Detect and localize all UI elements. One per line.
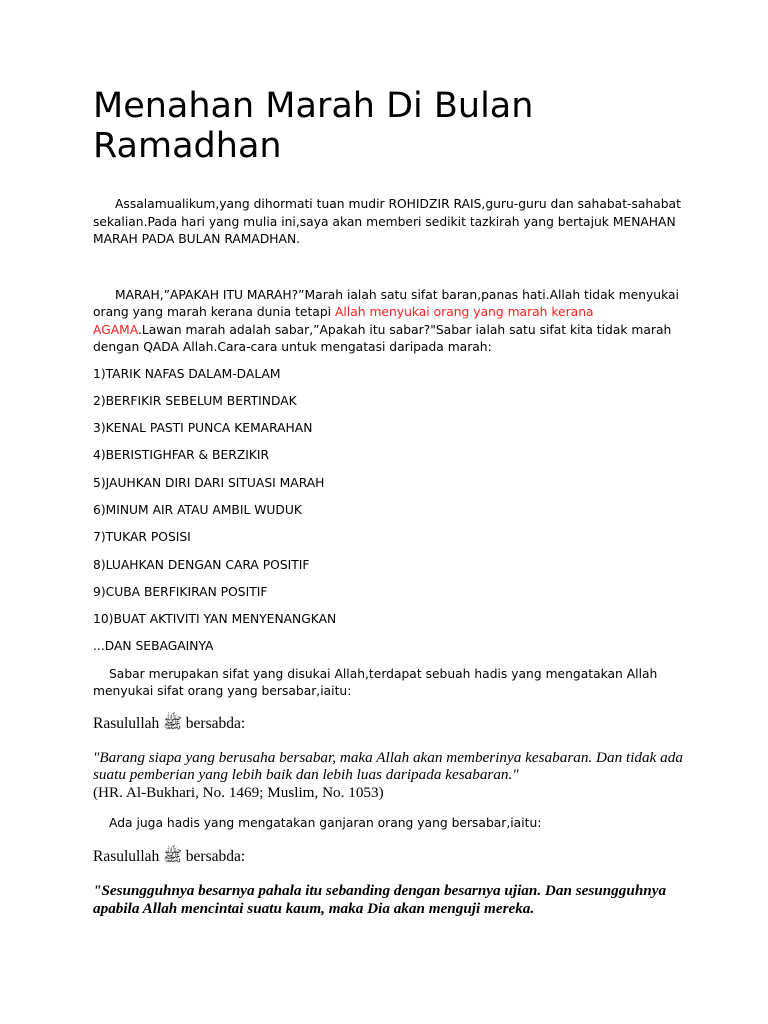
intro-paragraph: Assalamualikum,yang dihormati tuan mudir ROHIDZIR RAIS,guru-guru dan sahabat-sahabat sekalian.Pada hari yang mulia ini,saya akan memberi sedikit tazkirah yang bertajuk MENAHAN MARAH PADA BULAN RAMADHAN. [93, 197, 681, 246]
list-item: 4)BERISTIGHFAR & BERZIKIR [93, 448, 270, 463]
list-item: 7)TUKAR POSISI [93, 530, 191, 545]
definition-text-part2: .Lawan marah adalah sabar,”Apakah itu sabar?"Sabar ialah satu sifat kita tidak marah dengan QADA Allah.Cara-cara untuk mengatasi daripada marah: [93, 322, 672, 354]
anger-management-steps [93, 366, 683, 656]
rasulullah-heading-1: Rasulullah ﷺ bersabda: [93, 714, 246, 732]
ganjaran-intro-paragraph: Ada juga hadis yang mengatakan ganjaran orang yang bersabar,iaitu: [109, 816, 542, 831]
list-item: 10)BUAT AKTIVITI YAN MENYENANGKAN [93, 612, 337, 627]
list-item: 5)JAUHKAN DIRI DARI SITUASI MARAH [93, 475, 325, 490]
list-item: 2)BERFIKIR SEBELUM BERTINDAK [93, 393, 297, 408]
list-item: 8)LUAHKAN DENGAN CARA POSITIF [93, 557, 310, 572]
definition-highlight: Allah menyukai orang yang marah kerana AGAMA [93, 305, 594, 337]
hadith-quote-2: "Sesungguhnya besarnya pahala itu sebanding dengan besarnya ujian. Dan sesungguhnya apabila Allah mencintai suatu kaum, maka Dia akan menguji mereka. [93, 881, 667, 917]
rasulullah-heading-2: Rasulullah ﷺ bersabda: [93, 847, 246, 865]
document-page [93, 86, 683, 918]
sabar-intro-paragraph: Sabar merupakan sifat yang disukai Allah,terdapat sebuah hadis yang mengatakan Allah menyukai sifat orang yang bersabar,iaitu: [93, 666, 658, 699]
definition-paragraph [93, 287, 683, 357]
list-item: 6)MINUM AIR ATAU AMBIL WUDUK [93, 502, 302, 517]
document-title: Menahan Marah Di Bulan Ramadhan [93, 86, 534, 166]
list-item: 1)TARIK NAFAS DALAM-DALAM [93, 366, 281, 381]
hadith-quote-1: "Barang siapa yang berusaha bersabar, maka Allah akan memberinya kesabaran. Dan tidak ada suatu pemberian yang lebih baik dan lebih luas daripada kesabaran." [93, 748, 683, 784]
list-item: 3)KENAL PASTI PUNCA KEMARAHAN [93, 421, 313, 436]
list-item: 9)CUBA BERFIKIRAN POSITIF [93, 584, 268, 599]
definition-text-part1: MARAH,”APAKAH ITU MARAH?”Marah ialah satu sifat baran,panas hati.Allah tidak menyukai orang yang marah kerana dunia tetapi [93, 287, 679, 319]
list-item: ...DAN SEBAGAINYA [93, 639, 214, 654]
hadith-reference-1: (HR. Al-Bukhari, No. 1469; Muslim, No. 1053) [93, 783, 384, 801]
